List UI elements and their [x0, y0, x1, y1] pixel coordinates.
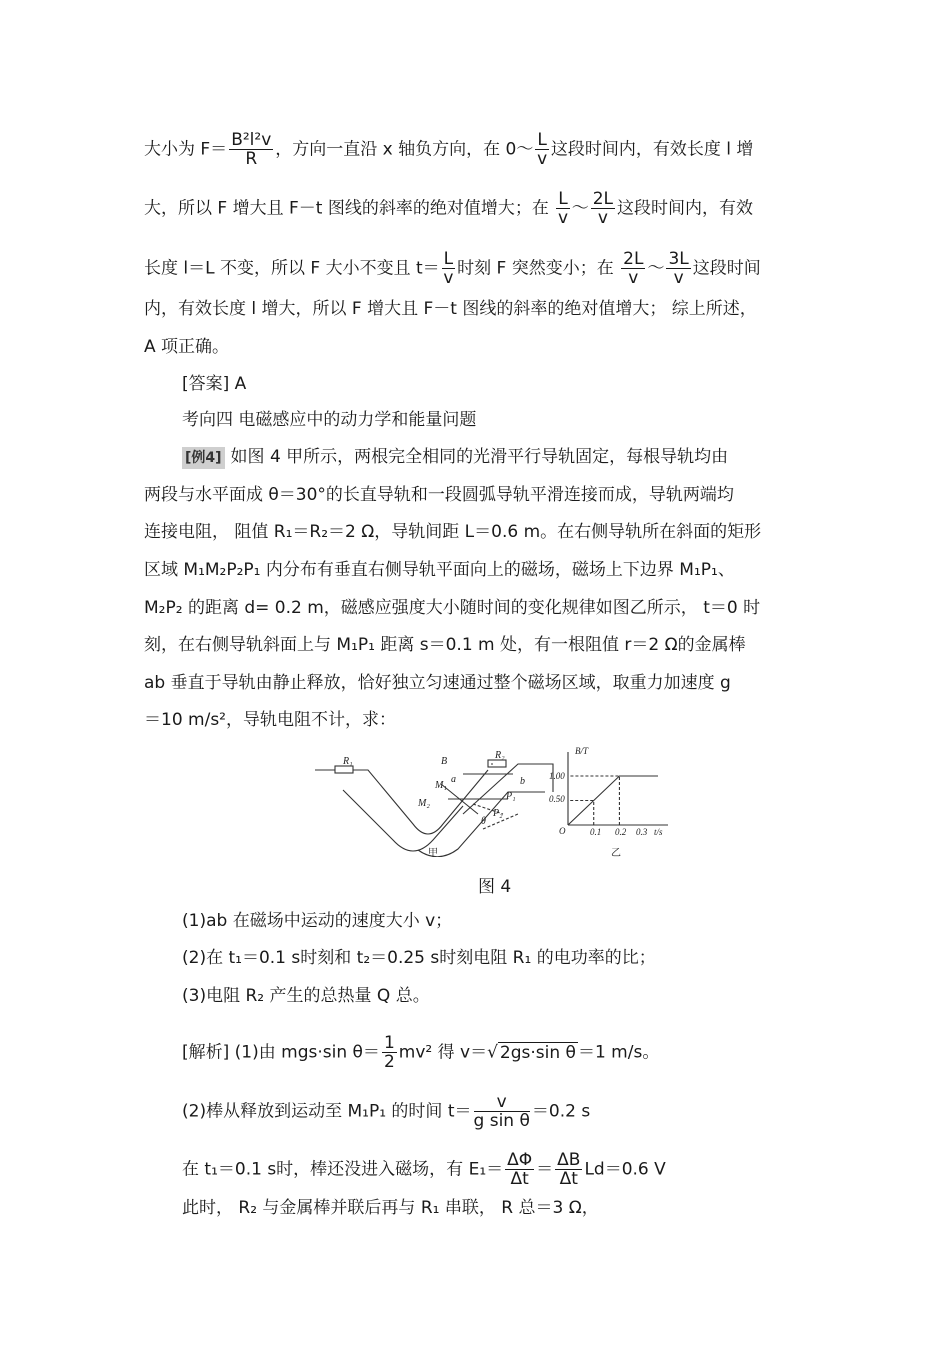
chart-xlabel: t/s: [654, 827, 663, 837]
line-2: 大，所以 F 增大且 F－t 图线的斜率的绝对值增大；在 $\frac{L}{v}$ ～ $\frac{2L}{v}$ 这段时间内，有效: [144, 189, 754, 228]
fraction: $\frac{2L}{v}$: [623, 249, 644, 288]
label-p2: P₂: [493, 808, 503, 819]
resistor-r1: [335, 766, 353, 773]
ytick-2: 0.50: [549, 794, 565, 804]
fraction: $\frac{2L}{v}$: [592, 189, 614, 228]
line-9: 两段与水平面成 θ＝30°的长直导轨和一段圆弧导轨平滑连接而成，导轨两端均: [144, 485, 734, 505]
solution-1: [解析] (1)由 mgs·sin θ＝ $\frac{1}{2}$ mv² 得 v＝√ 2gs·sin θ ＝1 m/s。: [182, 1033, 660, 1072]
example-tag: [例4]: [182, 447, 225, 469]
label-b: B: [441, 756, 448, 767]
fraction: $\frac{\Delta B}{\Delta t}$: [557, 1150, 581, 1189]
resistor-r2: [488, 760, 506, 767]
chart-ylabel: B/T: [575, 746, 589, 756]
caption-yi: 乙: [611, 848, 621, 857]
line-12: M₂P₂ 的距离 d= 0.2 m，磁感应强度大小随时间的变化规律如图乙所示， t＝0 时: [144, 598, 761, 618]
label-theta: θ: [481, 816, 486, 827]
line-11: 区域 M₁M₂P₂P₁ 内分布有垂直右侧导轨平面向上的磁场，磁场上下边界 M₁P₁、: [144, 560, 735, 580]
line-13: 刻，在右侧导轨斜面上与 M₁P₁ 距离 s＝0.1 m 处，有一根阻值 r＝2 Ω的金属棒: [144, 635, 746, 655]
chart-axes: [568, 752, 668, 825]
line-4: 内，有效长度 l 增大，所以 F 增大且 F－t 图线的斜率的绝对值增大； 综上所述，: [144, 299, 757, 319]
question-1: (1)ab 在磁场中运动的速度大小 v；: [182, 911, 453, 931]
label-m1: M₁: [435, 780, 447, 791]
answer-line: [答案] A: [182, 374, 247, 394]
solution-2: (2)棒从释放到运动至 M₁P₁ 的时间 t＝ $\frac{v}{\text{g sin θ}}$ ＝0.2 s: [182, 1092, 591, 1131]
line-3: 长度 l＝L 不变，所以 F 大小不变且 t＝ $\frac{L}{v}$ 时刻 F 突然变小；在 $\frac{2L}{v}$ ～ $\frac{3L}{v}$ 这段时间: [144, 249, 761, 288]
figure-caption: 图 4: [478, 877, 512, 897]
fraction: $\frac{L}{v}$: [443, 249, 454, 288]
fraction: $\frac{L}{v}$: [537, 130, 548, 169]
figure-4: [313, 744, 670, 857]
line-10: 连接电阻， 阻值 R₁＝R₂＝2 Ω，导轨间距 L＝0.6 m。在右侧导轨所在斜面的矩形: [144, 522, 762, 542]
xtick-2: 0.2: [615, 827, 627, 837]
fraction: $\frac{3L}{v}$: [668, 249, 689, 288]
question-3: (3)电阻 R₂ 产生的总热量 Q 总。: [182, 986, 430, 1006]
ytick-1: 1.00: [549, 771, 565, 781]
figure-left: [315, 760, 553, 857]
solution-3: 在 t₁＝0.1 s时，棒还没进入磁场，有 E₁＝ $\frac{\Delta\Phi}{\Delta t}$ ＝ $\frac{\Delta B}{\Delta t}$ Ld＝0.6 V: [182, 1150, 666, 1189]
question-2: (2)在 t₁＝0.1 s时刻和 t₂＝0.25 s时刻电阻 R₁ 的电功率的比；: [182, 948, 656, 968]
section-heading: 考向四 电磁感应中的动力学和能量问题: [182, 410, 477, 430]
fraction: $\frac{\text{B²l²v}}{R}$: [231, 130, 272, 169]
solution-4: 此时， R₂ 与金属棒并联后再与 R₁ 串联， R 总＝3 Ω，: [182, 1198, 599, 1218]
label-r2: R₂: [495, 750, 505, 761]
line-5: A 项正确。: [144, 337, 230, 357]
caption-jia: 甲: [428, 848, 438, 857]
fraction: $\frac{v}{\text{g sin θ}}$: [473, 1092, 530, 1131]
fraction: $\frac{\Delta\Phi}{\Delta t}$: [507, 1150, 533, 1189]
fraction: $\frac{1}{2}$: [383, 1033, 395, 1072]
line-1: 大小为 F＝ $\frac{\text{B²l²v}}{R}$ ，方向一直沿 x 轴负方向，在 0～ $\frac{L}{v}$ 这段时间内，有效长度 l 增: [144, 130, 754, 169]
label-r1: R₁: [343, 756, 353, 767]
figure-right-chart: [568, 752, 668, 825]
label-m2: M₂: [418, 798, 430, 809]
label-a: a: [451, 774, 456, 785]
xtick-1: 0.1: [590, 827, 602, 837]
line-15: ＝10 m/s²，导轨电阻不计，求：: [144, 710, 396, 730]
label-p1: P₁: [506, 791, 516, 802]
example-line: [例4] 如图 4 甲所示，两根完全相同的光滑平行导轨固定，每根导轨均由: [182, 447, 728, 469]
fraction: $\frac{L}{v}$: [557, 189, 569, 228]
chart-origin: O: [559, 826, 566, 836]
xtick-3: 0.3: [636, 827, 648, 837]
line-14: ab 垂直于导轨由静止释放，恰好独立匀速通过整个磁场区域，取重力加速度 g: [144, 673, 731, 693]
label-b-end: b: [520, 776, 525, 787]
